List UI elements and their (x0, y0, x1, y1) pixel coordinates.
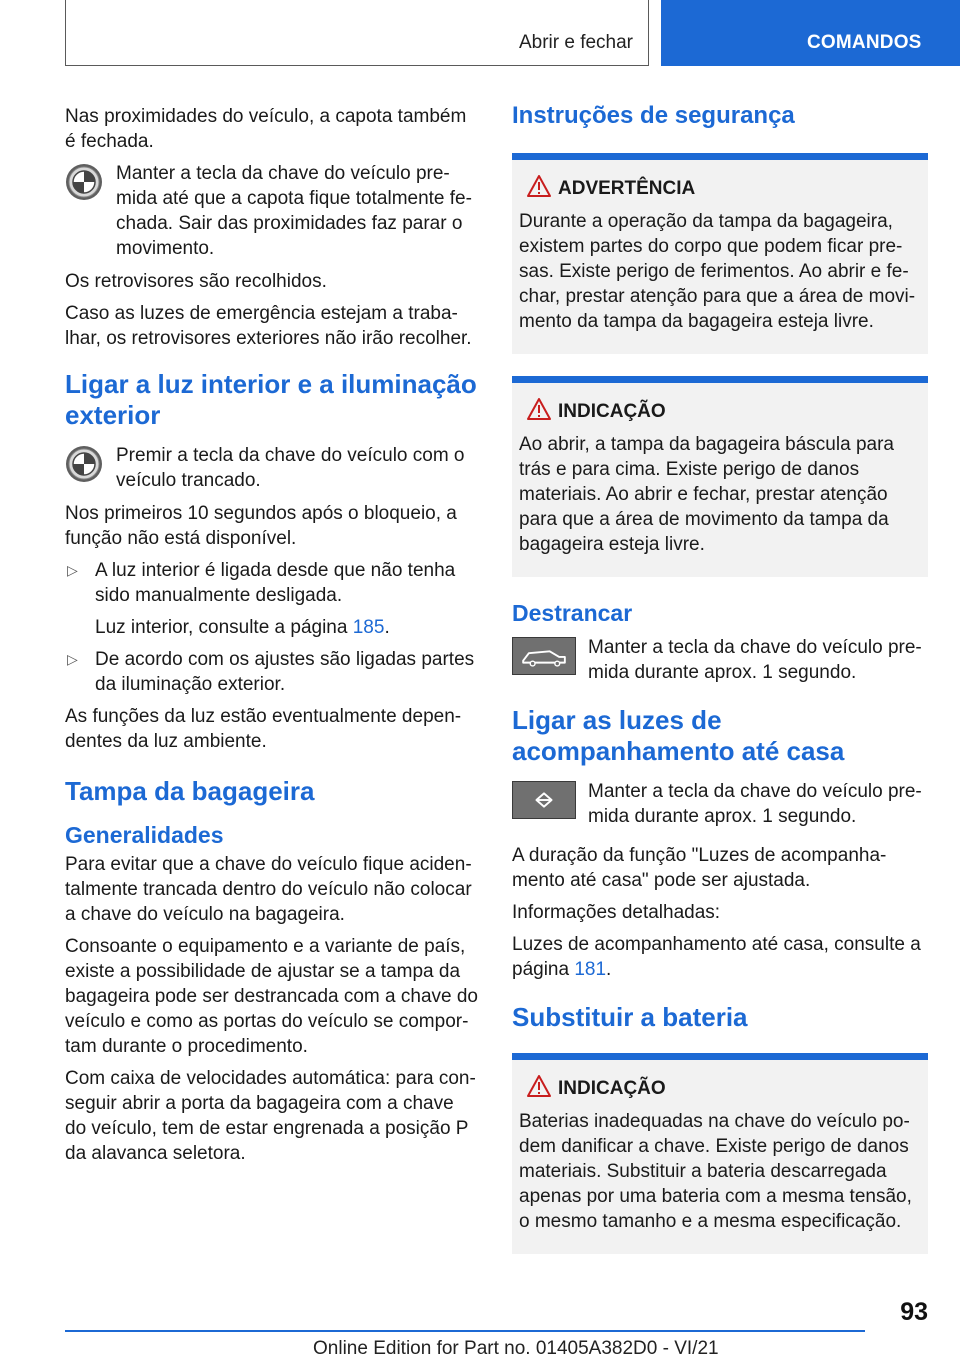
key-instruction (65, 443, 480, 493)
header-chapter-label: COMANDOS (807, 32, 922, 53)
list-item (65, 558, 480, 608)
header-section-title: Abrir e fechar (518, 32, 633, 53)
key-instruction (512, 779, 928, 833)
warning-triangle-icon (526, 174, 552, 198)
warning-header (519, 174, 920, 204)
header-chapter-tab[interactable] (661, 0, 960, 66)
paragraph: As funções da luz estão eventualmente dependentes da luz ambiente. (65, 706, 462, 752)
notice-title: INDICAÇÃO (558, 1078, 666, 1099)
warning-text: Durante a operação da tampa da bagageira, existem partes do corpo que podem ficar presas. Existe perigo de ferimentos. Ao abrir e fechar, prestar atenção para que a área de movimento da tampa da bagageira esteja livre. (519, 211, 916, 332)
key-instruction-text: Premir a tecla da chave do veículo com o veículo trancado. (116, 445, 465, 491)
paragraph: Com caixa de velocidades automática: para conseguir abrir a porta da bagageira com a chave do veículo, tem de estar engrenada a posição P da alavanca seletora. (65, 1068, 476, 1164)
paragraph: Nas proximidades do veículo, a capota também é fechada. (65, 106, 467, 152)
warning-box (512, 153, 928, 354)
notice-text: Baterias inadequadas na chave do veículo podem danificar a chave. Existe perigo de danos materiais. Substituir a bateria descarregada apenas por uma bateria com a mesma tensão, o mesmo tamanho e a mesma especificação. (519, 1111, 912, 1232)
list-item-text: De acordo com os ajustes são ligadas partes da iluminação exterior. (95, 649, 475, 695)
key-instruction (512, 635, 928, 689)
section-heading: Ligar a luz interior e a iluminação exterior (65, 369, 477, 430)
warning-triangle-icon (526, 1074, 552, 1098)
section-heading: Instruções de segurança (512, 102, 795, 129)
list-item (65, 647, 480, 697)
notice-box (512, 1053, 928, 1254)
key-instruction-text: Manter a tecla da chave do veículo premida até que a capota fique totalmente fechada. Sair das proximidades faz parar o movimento. (116, 163, 472, 259)
page-link[interactable]: 185 (352, 617, 385, 638)
left-column (65, 104, 480, 1173)
section-heading: Substituir a bateria (512, 1002, 748, 1032)
diamond-arrows-icon (512, 781, 576, 819)
section-heading: Tampa da bagageira (65, 776, 315, 806)
section-heading: Ligar as luzes de acompanhamento até casa (512, 705, 845, 766)
triangle-bullet-icon: ▷ (67, 651, 78, 667)
right-column (512, 100, 928, 1276)
bmw-logo-icon (65, 445, 103, 483)
warning-triangle-icon (526, 397, 552, 421)
page-link[interactable]: 181 (574, 959, 607, 980)
bmw-logo-icon (65, 163, 103, 201)
paragraph: Caso as luzes de emergência estejam a trabalhar, os retrovisores exteriores não irão recolher. (65, 303, 472, 349)
paragraph: Os retrovisores são recolhidos. (65, 271, 327, 292)
notice-box (512, 376, 928, 577)
key-instruction (65, 161, 480, 261)
paragraph: A duração da função "Luzes de acompanhamento até casa" pode ser ajustada. (512, 845, 887, 891)
subsection-heading: Destrancar (512, 600, 633, 626)
cross-reference-text: Luzes de acompanhamento até casa, consulte a página (512, 934, 921, 980)
key-instruction-text: Manter a tecla da chave do veículo premida durante aprox. 1 segundo. (588, 637, 922, 683)
paragraph: Nos primeiros 10 segundos após o bloqueio, a função não está disponível. (65, 503, 457, 549)
footer-divider (65, 1330, 865, 1332)
notice-title: INDICAÇÃO (558, 401, 666, 422)
header-section-box (65, 0, 649, 66)
page-number: 93 (900, 1298, 928, 1326)
paragraph: Para evitar que a chave do veículo fique acidentalmente trancada dentro do veículo não colocar a chave do veículo na bagageira. (65, 854, 472, 925)
warning-title: ADVERTÊNCIA (558, 178, 696, 199)
car-trunk-icon (512, 637, 576, 675)
cross-reference: Luzes de acompanhamento até casa, consulte a página 181. (512, 934, 921, 980)
key-instruction-text: Manter a tecla da chave do veículo premida durante aprox. 1 segundo. (588, 781, 922, 827)
paragraph: Consoante o equipamento e a variante de país, existe a possibilidade de ajustar se a tampa da bagageira pode ser destrancada com a chave do veículo e como as portas do veículo se comportam durante o procedimento. (65, 936, 478, 1057)
subsection-heading: Generalidades (65, 822, 224, 848)
notice-text: Ao abrir, a tampa da bagageira báscula para trás e para cima. Existe perigo de danos materiais. Ao abrir e fechar, prestar atenção para que a área de movimento da tampa da bagageira esteja livre. (519, 434, 894, 555)
paragraph: Informações detalhadas: (512, 902, 721, 923)
triangle-bullet-icon: ▷ (67, 562, 78, 578)
cross-reference: Luz interior, consulte a página 185. (95, 617, 390, 638)
notice-header (519, 397, 920, 427)
notice-header (519, 1074, 920, 1104)
cross-reference-text: Luz interior, consulte a página (95, 617, 353, 638)
list-item-text: A luz interior é ligada desde que não tenha sido manualmente desligada. (95, 560, 456, 606)
footer-edition: Online Edition for Part no. 01405A382D0 - VI/21 (313, 1338, 719, 1359)
